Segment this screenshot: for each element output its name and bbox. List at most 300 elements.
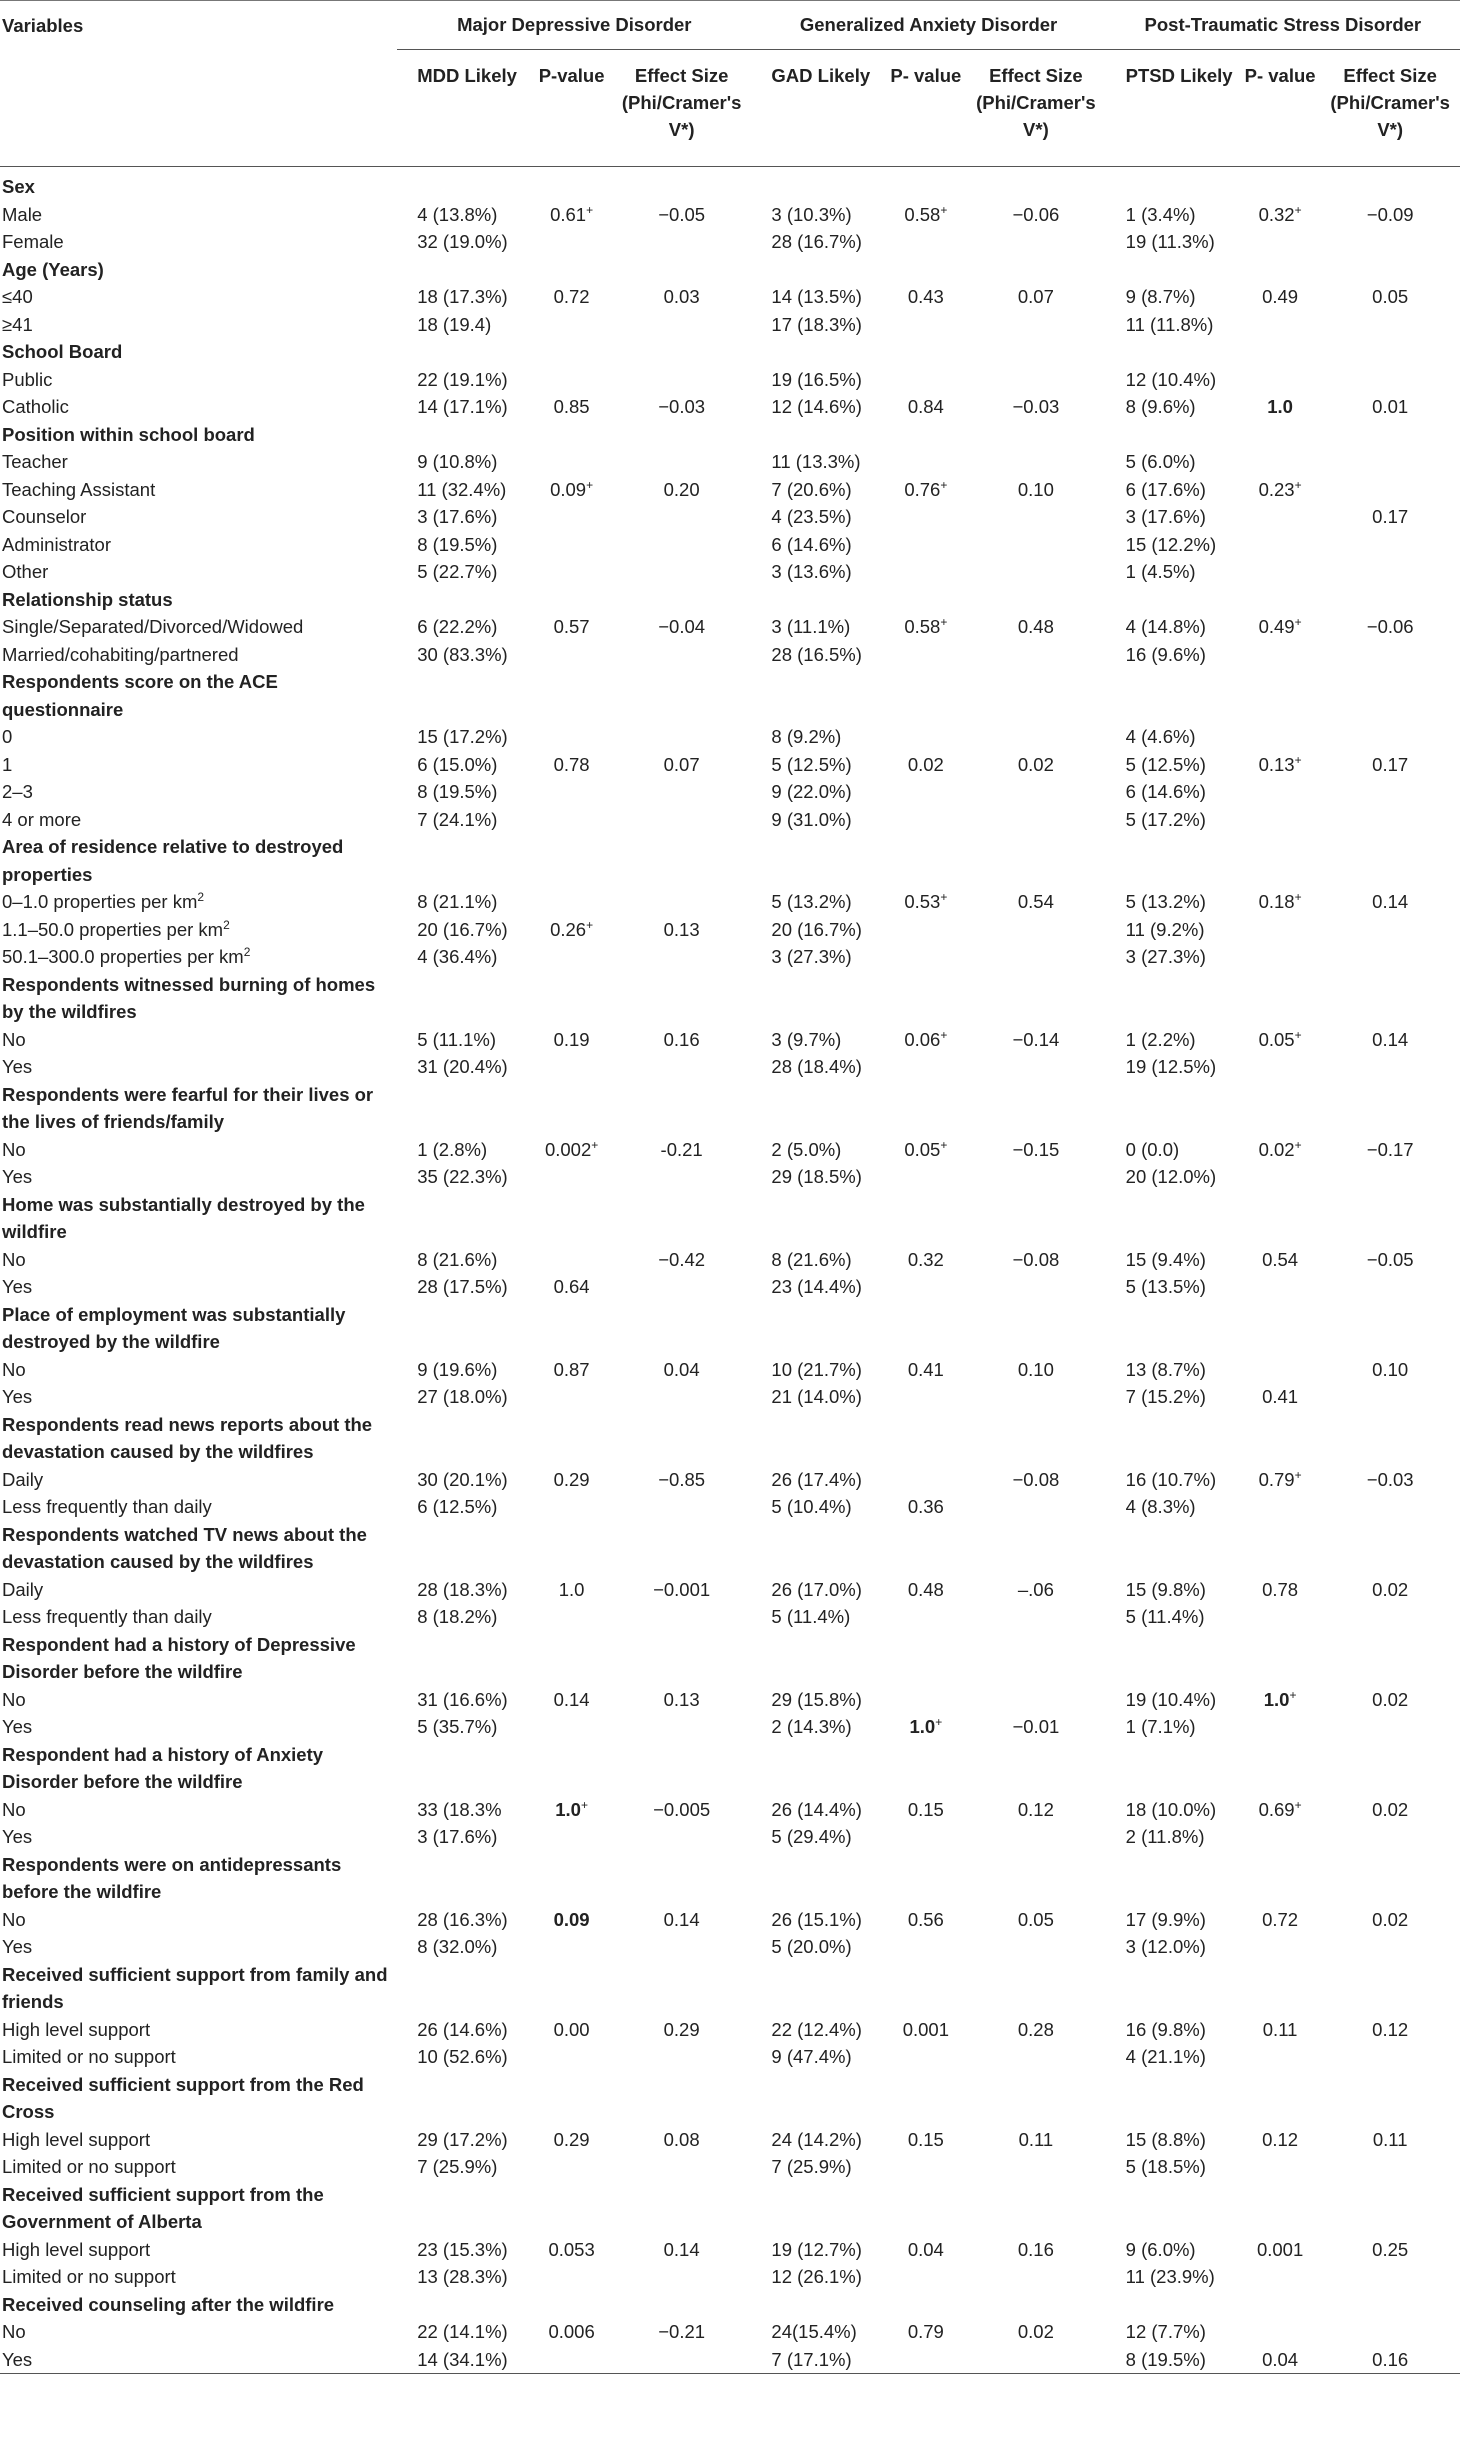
gad-likely-cell: 28 (16.5%): [771, 643, 862, 665]
ptsd-likely-cell: 5 (12.5%): [1125, 753, 1206, 775]
mdd-pvalue-cell: [531, 806, 612, 834]
gad-likely-cell: 24 (14.2%): [771, 2128, 862, 2150]
ptsd-pvalue-cell: [1240, 531, 1321, 559]
mdd-pvalue-cell: [531, 778, 612, 806]
gad-likely-cell: 10 (21.7%): [771, 1358, 862, 1380]
mdd-likely-cell: 4 (36.4%): [417, 946, 498, 967]
variable-heading: Respondents score on the ACE questionnaire: [2, 671, 278, 720]
gad-pvalue-cell: [886, 2346, 967, 2374]
table-row: [0, 2043, 1460, 2071]
variable-heading: Home was substantially destroyed by the wildfire: [2, 1193, 365, 1242]
ptsd-effect-cell: 0.10: [1372, 1358, 1409, 1380]
ptsd-effect-cell: [1320, 1823, 1460, 1851]
ptsd-pvalue-cell: [1240, 2153, 1321, 2181]
table-row: [0, 1383, 1460, 1411]
ptsd-likely-cell: 19 (12.5%): [1125, 1056, 1217, 1077]
gad-pvalue-cell: [886, 558, 967, 586]
ptsd-pvalue-cell: 0.04: [1240, 2346, 1321, 2374]
gad-likely-cell: 23 (14.4%): [771, 1276, 862, 1297]
gad-pvalue-header: P- value: [890, 65, 962, 86]
gad-effect-cell: [966, 1823, 1106, 1851]
gad-effect-cell: 0.12: [1017, 1798, 1054, 1820]
ptsd-effect-cell: 0.25: [1372, 2238, 1409, 2260]
category-label: Yes: [2, 1716, 33, 1737]
table-row: [0, 1493, 1460, 1521]
mdd-likely-cell: 15 (17.2%): [417, 726, 508, 747]
mdd-pvalue-cell: [531, 531, 612, 559]
ptsd-effect-cell: [1320, 1273, 1460, 1301]
table-row: [0, 1053, 1460, 1081]
mdd-effect-cell: [612, 448, 752, 476]
mdd-pvalue-cell: 0.87: [553, 1358, 590, 1380]
gad-pvalue-cell: 0.56: [907, 1908, 944, 1930]
section-header-row: [0, 1301, 1460, 1356]
category-label: 0–1.0 properties per $km^2$: [2, 890, 205, 912]
category-label: Yes: [2, 1386, 33, 1407]
ptsd-effect-cell: 0.14: [1372, 1028, 1409, 1050]
category-label: High level support: [2, 2128, 151, 2150]
ptsd-likely-cell: 19 (11.3%): [1125, 231, 1215, 252]
gad-effect-cell: 0.10: [1017, 1358, 1054, 1380]
gad-pvalue-cell: 0.79: [907, 2321, 944, 2342]
gad-pvalue-cell: [886, 1933, 967, 1961]
mdd-likely-cell: 5 (35.7%): [417, 1716, 498, 1737]
mdd-likely-cell: 5 (22.7%): [417, 561, 498, 582]
ptsd-likely-cell: 19 (10.4%): [1125, 1688, 1217, 1710]
table-row: [0, 1713, 1460, 1741]
ptsd-likely-cell: 5 (13.2%): [1125, 891, 1206, 912]
category-label: No: [2, 1248, 26, 1270]
ptsd-effect-cell: [1320, 1493, 1460, 1521]
gad-likely-cell: 2 (14.3%): [771, 1716, 852, 1737]
mdd-likely-cell: 23 (15.3%): [417, 2238, 508, 2260]
gad-pvalue-cell: 0.41: [907, 1358, 944, 1380]
ptsd-likely-cell: 16 (9.8%): [1125, 2018, 1206, 2040]
mdd-group-header: Major Depressive Disorder: [397, 1, 751, 50]
table-row: [0, 2346, 1460, 2374]
mdd-pvalue-cell: 0.61+: [550, 202, 594, 225]
section-header-row: [0, 1851, 1460, 1906]
category-label: Other: [2, 561, 49, 582]
mdd-pvalue-cell: 0.29: [553, 2128, 590, 2150]
gad-likely-cell: 3 (27.3%): [771, 946, 852, 967]
ptsd-likely-cell: 0 (0.0): [1125, 1138, 1180, 1160]
ptsd-pvalue-cell: [1240, 1493, 1321, 1521]
mdd-likely-cell: 6 (12.5%): [417, 1496, 498, 1517]
ptsd-effect-cell: [1320, 1163, 1460, 1191]
mdd-likely-cell: 8 (19.5%): [417, 533, 498, 555]
gad-likely-cell: 24(15.4%): [771, 2321, 857, 2342]
section-header-row: [0, 256, 1460, 284]
table-row: [0, 1356, 1460, 1384]
mdd-effect-cell: [612, 503, 752, 531]
ptsd-effect-cell: −0.09: [1366, 203, 1414, 225]
variable-heading: Respondents were on antidepressants before the wildfire: [2, 1853, 342, 1902]
ptsd-pvalue-cell: 0.32+: [1258, 202, 1302, 225]
mdd-likely-cell: 1 (2.8%): [417, 1138, 488, 1160]
gad-likely-cell: 7 (17.1%): [751, 2346, 885, 2374]
gad-effect-cell: [966, 531, 1106, 559]
mdd-pvalue-cell: 1.0: [558, 1578, 585, 1600]
mdd-effect-cell: 0.03: [663, 286, 700, 307]
category-label: Yes: [0, 2346, 397, 2374]
gad-pvalue-cell: [886, 2043, 967, 2071]
gad-pvalue-cell: 0.02: [907, 753, 944, 775]
mdd-effect-cell: [612, 1493, 752, 1521]
mdd-pvalue-cell: 0.72: [553, 286, 590, 307]
category-label: Less frequently than daily: [2, 1496, 212, 1517]
category-label: Counselor: [2, 506, 87, 527]
gad-effect-cell: 0.11: [1018, 2128, 1054, 2150]
category-label: Single/Separated/Divorced/Widowed: [2, 616, 304, 637]
gad-likely-cell: 9 (22.0%): [771, 781, 852, 802]
section-header-row: [0, 1191, 1460, 1246]
mdd-pvalue-cell: [531, 503, 612, 531]
mdd-pvalue-cell: 0.14: [553, 1688, 590, 1710]
ptsd-likely-cell: 18 (10.0%): [1125, 1798, 1217, 1820]
variable-heading: Position within school board: [2, 423, 255, 445]
gad-pvalue-cell: [886, 1466, 967, 1494]
category-label: No: [2, 2321, 26, 2342]
category-label: Limited or no support: [2, 2266, 176, 2287]
gad-effect-cell: −0.08: [1012, 1248, 1060, 1270]
group-header-row: [0, 1, 1460, 50]
gad-effect-cell: [966, 1383, 1106, 1411]
variable-heading: Age (Years): [2, 258, 104, 280]
ptsd-effect-cell: −0.03: [1366, 1468, 1414, 1490]
gad-effect-cell: 0.02: [1017, 753, 1054, 775]
gad-likely-cell: 26 (17.4%): [771, 1468, 862, 1490]
ptsd-pvalue-cell: 0.11: [1262, 2018, 1298, 2040]
ptsd-pvalue-cell: [1240, 558, 1321, 586]
ptsd-pvalue-header: P- value: [1244, 65, 1316, 86]
mdd-likely-cell: 9 (10.8%): [417, 451, 498, 472]
gad-likely-cell: 3 (9.7%): [771, 1028, 842, 1050]
ptsd-likely-cell: 4 (8.3%): [1125, 1496, 1196, 1517]
ptsd-effect-cell: [1320, 531, 1460, 559]
gad-effect-cell: [966, 1053, 1106, 1081]
ptsd-effect-cell: [1320, 2153, 1460, 2181]
mdd-likely-cell: 18 (19.4): [417, 313, 492, 335]
ptsd-likely-cell: 3 (12.0%): [1125, 1936, 1206, 1957]
ptsd-effect-cell: 0.01: [1372, 396, 1409, 417]
gad-likely-cell: 7 (25.9%): [771, 2156, 852, 2177]
ptsd-likely-cell: 1 (2.2%): [1125, 1028, 1196, 1050]
ptsd-pvalue-cell: 0.49: [1262, 286, 1299, 307]
ptsd-likely-cell: 5 (18.5%): [1125, 2156, 1206, 2177]
ptsd-effect-cell: [1320, 1053, 1460, 1081]
gad-pvalue-cell: 0.15: [907, 2128, 944, 2150]
gad-likely-cell: 29 (18.5%): [771, 1166, 862, 1187]
table-row: [0, 393, 1460, 421]
mdd-likely-header: MDD Likely: [417, 65, 517, 86]
gad-pvalue-cell: [886, 1273, 967, 1301]
ptsd-pvalue-cell: 1.0: [1267, 396, 1293, 417]
ptsd-effect-cell: [1320, 448, 1460, 476]
ptsd-likely-cell: 4 (4.6%): [1125, 726, 1196, 747]
table-row: [0, 641, 1460, 669]
gad-effect-header: Effect Size (Phi/Cramer's V*): [976, 65, 1096, 140]
mdd-likely-cell: 6 (15.0%): [417, 753, 498, 775]
variable-heading: Received counseling after the wildfire: [2, 2293, 335, 2315]
gad-likely-cell: 5 (13.2%): [771, 891, 852, 912]
ptsd-pvalue-cell: 0.23+: [1258, 477, 1302, 500]
category-label: 1.1–50.0 properties per $km^2$: [2, 917, 230, 940]
gad-effect-cell: [966, 228, 1106, 256]
table-row: [0, 751, 1460, 779]
mdd-pvalue-cell: 0.85: [553, 396, 590, 417]
variable-heading: Place of employment was substantially destroyed by the wildfire: [2, 1303, 346, 1352]
gad-likely-cell: 29 (15.8%): [771, 1688, 862, 1710]
gad-effect-cell: [966, 366, 1106, 394]
mdd-likely-cell: 14 (34.1%): [397, 2346, 531, 2374]
mdd-likely-cell: 10 (52.6%): [417, 2046, 508, 2067]
gad-pvalue-cell: [886, 723, 967, 751]
category-label: Catholic: [2, 396, 69, 417]
ptsd-likely-cell: 11 (9.2%): [1125, 918, 1205, 940]
mdd-pvalue-cell: [531, 1493, 612, 1521]
mdd-effect-cell: 0.16: [663, 1028, 700, 1050]
ptsd-effect-cell: [1320, 2263, 1460, 2291]
ptsd-effect-cell: 0.17: [1372, 506, 1409, 527]
table-row: [0, 1163, 1460, 1191]
ptsd-pvalue-cell: [1240, 2263, 1321, 2291]
mdd-effect-cell: 0.14: [663, 2238, 700, 2260]
gad-likely-cell: 5 (29.4%): [771, 1826, 852, 1847]
mdd-effect-cell: [612, 1053, 752, 1081]
mdd-effect-cell: 0.14: [663, 1908, 700, 1930]
table-row: [0, 888, 1460, 916]
table-row: [0, 1796, 1460, 1824]
ptsd-effect-cell: 0.05: [1372, 286, 1409, 307]
ptsd-likely-cell: 11 (23.9%): [1125, 2266, 1215, 2287]
mdd-effect-cell: [612, 1383, 752, 1411]
gad-effect-cell: 0.02: [1017, 2321, 1054, 2342]
mdd-effect-cell: [612, 2043, 752, 2071]
mdd-likely-cell: 22 (14.1%): [417, 2321, 508, 2342]
ptsd-pvalue-cell: 0.13+: [1258, 752, 1302, 775]
mdd-pvalue-cell: [531, 1823, 612, 1851]
gad-likely-header: GAD Likely: [771, 65, 871, 86]
ptsd-likely-cell: 5 (13.5%): [1125, 1276, 1206, 1297]
mdd-effect-cell: −0.85: [658, 1468, 706, 1490]
gad-likely-cell: 14 (13.5%): [771, 286, 862, 307]
mdd-pvalue-cell: [531, 2043, 612, 2071]
gad-pvalue-cell: [886, 448, 967, 476]
gad-likely-cell: 26 (17.0%): [771, 1578, 862, 1600]
mdd-pvalue-cell: 0.00: [553, 2018, 590, 2040]
ptsd-pvalue-cell: [1240, 366, 1321, 394]
ptsd-pvalue-cell: [1240, 1933, 1321, 1961]
ptsd-effect-header: Effect Size (Phi/Cramer's V*): [1330, 65, 1450, 140]
section-header-row: [0, 668, 1460, 723]
mdd-effect-cell: 0.13: [663, 1688, 700, 1710]
mdd-pvalue-cell: [531, 311, 612, 339]
mdd-effect-cell: [612, 723, 752, 751]
table-row: [0, 2016, 1460, 2044]
mdd-likely-cell: 13 (28.3%): [417, 2266, 508, 2287]
ptsd-likely-cell: 12 (7.7%): [1125, 2321, 1206, 2342]
ptsd-effect-cell: 0.02: [1372, 1688, 1409, 1710]
ptsd-effect-cell: −0.05: [1366, 1248, 1414, 1270]
category-label: ≤40: [2, 286, 33, 307]
gad-pvalue-cell: [886, 1603, 967, 1631]
table-row: [0, 531, 1460, 559]
mdd-pvalue-cell: [531, 1053, 612, 1081]
section-header-row: [0, 167, 1460, 201]
gad-pvalue-cell: [886, 503, 967, 531]
mdd-pvalue-cell: [531, 448, 612, 476]
ptsd-pvalue-cell: [1240, 1163, 1321, 1191]
table-row: [0, 723, 1460, 751]
gad-pvalue-cell: [886, 2263, 967, 2291]
ptsd-pvalue-cell: [1240, 448, 1321, 476]
table-row: [0, 1136, 1460, 1164]
mdd-effect-cell: 0.08: [663, 2128, 700, 2150]
ptsd-likely-cell: 9 (6.0%): [1125, 2238, 1196, 2260]
ptsd-likely-cell: 15 (9.4%): [1125, 1248, 1206, 1270]
mdd-likely-cell: 26 (14.6%): [417, 2018, 508, 2040]
ptsd-pvalue-cell: [1240, 916, 1321, 944]
gad-pvalue-cell: [886, 641, 967, 669]
section-header-row: [0, 833, 1460, 888]
table-row: [0, 1576, 1460, 1604]
ptsd-likely-cell: 3 (27.3%): [1125, 946, 1206, 967]
gad-likely-cell: 5 (11.4%): [771, 1606, 851, 1627]
mdd-effect-cell: [612, 2153, 752, 2181]
table-row: [0, 916, 1460, 944]
gad-effect-cell: –.06: [1017, 1578, 1054, 1600]
table-row: [0, 311, 1460, 339]
mdd-effect-cell: [612, 888, 752, 916]
gad-likely-cell: 20 (16.7%): [771, 918, 862, 940]
ptsd-pvalue-cell: 0.54: [1262, 1248, 1299, 1270]
mdd-effect-cell: 0.13: [663, 918, 700, 940]
gad-pvalue-cell: 0.53+: [904, 890, 948, 912]
mdd-likely-cell: 31 (16.6%): [417, 1688, 508, 1710]
mdd-pvalue-cell: 0.29: [553, 1468, 590, 1490]
mdd-effect-cell: [612, 311, 752, 339]
gad-effect-cell: 0.48: [1017, 616, 1054, 637]
section-header-row: [0, 1961, 1460, 2016]
variable-heading: Received sufficient support from the Red Cross: [2, 2073, 364, 2122]
table-row: [0, 2318, 1460, 2346]
table-row: [0, 228, 1460, 256]
gad-likely-cell: 28 (16.7%): [771, 231, 862, 252]
section-header-row: [0, 1521, 1460, 1576]
gad-effect-cell: [966, 641, 1106, 669]
mdd-likely-cell: 8 (19.5%): [417, 781, 498, 802]
mdd-effect-cell: [612, 366, 752, 394]
mdd-pvalue-cell: [531, 366, 612, 394]
gad-effect-cell: [966, 1686, 1106, 1714]
gad-effect-cell: −0.06: [1012, 203, 1060, 225]
ptsd-pvalue-cell: 0.79+: [1258, 1467, 1302, 1490]
category-label: No: [2, 1138, 26, 1160]
section-header-row: [0, 586, 1460, 614]
section-header-row: [0, 421, 1460, 449]
gad-pvalue-cell: [886, 366, 967, 394]
mdd-pvalue-cell: [531, 888, 612, 916]
gad-likely-cell: 8 (21.6%): [771, 1248, 852, 1270]
category-label: Yes: [2, 1936, 33, 1957]
mdd-likely-cell: 6 (22.2%): [417, 616, 498, 637]
gad-effect-cell: [966, 806, 1106, 834]
gad-pvalue-cell: [886, 1823, 967, 1851]
ptsd-pvalue-cell: [1240, 723, 1321, 751]
mdd-likely-cell: 35 (22.3%): [417, 1166, 508, 1187]
ptsd-effect-cell: 0.17: [1372, 753, 1409, 775]
ptsd-pvalue-cell: 0.02+: [1258, 1137, 1302, 1160]
table-row: [0, 2263, 1460, 2291]
gad-pvalue-cell: 1.0+: [909, 1715, 943, 1737]
table-row: [0, 613, 1460, 641]
ptsd-effect-cell: 0.02: [1372, 1798, 1409, 1820]
gad-effect-cell: 0.07: [1017, 286, 1054, 307]
mdd-pvalue-cell: 0.19: [553, 1028, 590, 1050]
gad-pvalue-cell: 0.76+: [904, 477, 948, 500]
ptsd-effect-cell: [1320, 1933, 1460, 1961]
ptsd-effect-cell: −0.06: [1366, 616, 1414, 637]
ptsd-pvalue-cell: [1240, 778, 1321, 806]
ptsd-pvalue-cell: [1240, 2318, 1321, 2346]
gad-effect-cell: [966, 2346, 1106, 2374]
category-label: High level support: [2, 2238, 151, 2260]
table-row: [0, 201, 1460, 229]
variables-header: Variables: [2, 14, 84, 36]
ptsd-group-header: Post-Traumatic Stress Disorder: [1106, 1, 1460, 50]
gad-pvalue-cell: [886, 2153, 967, 2181]
gad-effect-cell: −0.01: [1012, 1716, 1060, 1737]
variable-heading: Respondents witnessed burning of homes by the wildfires: [2, 973, 376, 1022]
table-row: [0, 806, 1460, 834]
category-label: 4 or more: [2, 808, 82, 830]
ptsd-likely-cell: 16 (9.6%): [1125, 643, 1206, 665]
mdd-pvalue-cell: [531, 2346, 612, 2374]
ptsd-pvalue-cell: 0.18+: [1258, 890, 1302, 912]
mdd-likely-cell: 20 (16.7%): [417, 918, 508, 940]
section-header-row: [0, 1631, 1460, 1686]
ptsd-effect-cell: [1320, 558, 1460, 586]
ptsd-likely-cell: 6 (17.6%): [1125, 478, 1206, 500]
gad-pvalue-cell: [886, 778, 967, 806]
category-label: Less frequently than daily: [2, 1606, 212, 1627]
gad-pvalue-cell: [886, 1383, 967, 1411]
gad-effect-cell: [966, 1603, 1106, 1631]
table-row: [0, 2236, 1460, 2264]
ptsd-pvalue-cell: 0.12: [1262, 2128, 1299, 2150]
mdd-likely-cell: 8 (21.6%): [417, 1248, 498, 1270]
mdd-pvalue-cell: 0.09: [553, 1908, 590, 1930]
variable-heading: Received sufficient support from the Government of Alberta: [2, 2183, 324, 2232]
ptsd-effect-cell: [1320, 806, 1460, 834]
table-row: [0, 1603, 1460, 1631]
table-row: [0, 1686, 1460, 1714]
gad-effect-cell: [966, 2263, 1106, 2291]
variable-heading: Respondents watched TV news about the devastation caused by the wildfires: [2, 1523, 367, 1572]
category-label: Married/cohabiting/partnered: [2, 643, 239, 665]
ptsd-effect-cell: [1320, 943, 1460, 971]
ptsd-pvalue-cell: 0.001: [1256, 2238, 1304, 2260]
gad-likely-cell: 5 (12.5%): [771, 753, 852, 775]
gad-likely-cell: 11 (13.3%): [771, 451, 861, 472]
mdd-effect-cell: −0.04: [658, 616, 706, 637]
mdd-effect-header: Effect Size (Phi/Cramer's V*): [621, 65, 742, 140]
mdd-effect-cell: [612, 558, 752, 586]
gad-effect-cell: −0.03: [1012, 396, 1060, 417]
table-body: [0, 167, 1460, 2374]
table-row: [0, 1273, 1460, 1301]
